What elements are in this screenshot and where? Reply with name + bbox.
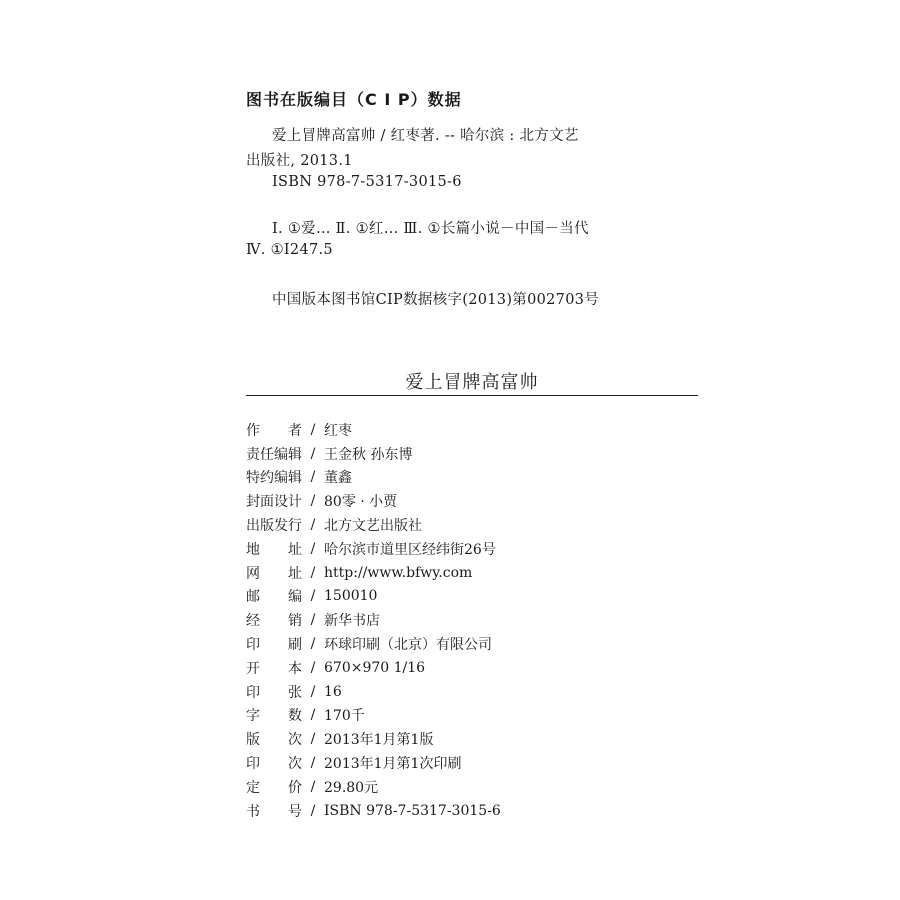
info-label: 经销	[246, 613, 302, 630]
info-row	[246, 680, 501, 704]
info-row	[246, 775, 501, 799]
info-label: 邮编	[246, 589, 302, 606]
info-row	[246, 418, 501, 442]
info-row	[246, 489, 501, 513]
cip-clc-line: Ⅳ. ①I247.5	[246, 242, 333, 258]
cip-classification-line: Ⅰ. ①爱… Ⅱ. ①红… Ⅲ. ①长篇小说－中国－当代	[272, 221, 589, 237]
info-value: 北方文艺出版社	[324, 518, 422, 535]
info-value: 670×970 1/16	[324, 659, 426, 676]
info-value: http://www.bfwy.com	[324, 564, 473, 581]
info-separator: /	[310, 540, 316, 557]
info-value: 王金秋 孙东博	[324, 446, 413, 463]
info-label: 印次	[246, 756, 302, 773]
info-row	[246, 608, 501, 632]
info-separator: /	[310, 731, 316, 748]
info-separator: /	[310, 469, 316, 486]
info-row	[246, 704, 501, 728]
info-label: 特约编辑	[246, 470, 302, 487]
info-separator: /	[310, 659, 316, 676]
info-label: 定价	[246, 779, 302, 796]
info-label: 字数	[246, 708, 302, 725]
info-value: 环球印刷（北京）有限公司	[324, 637, 492, 654]
info-value: 红枣	[324, 422, 352, 439]
info-value: ISBN 978-7-5317-3015-6	[324, 802, 501, 819]
info-row	[246, 442, 501, 466]
info-row	[246, 513, 501, 537]
info-label: 网址	[246, 565, 302, 582]
info-label: 作者	[246, 422, 302, 439]
book-title: 爱上冒牌高富帅	[405, 372, 539, 393]
info-separator: /	[310, 493, 316, 510]
info-separator: /	[310, 517, 316, 534]
info-label: 责任编辑	[246, 446, 302, 463]
info-row	[246, 585, 501, 609]
info-value: 170千	[324, 708, 365, 725]
cip-publisher-line: 出版社, 2013.1	[246, 153, 353, 169]
cip-title-line: 爱上冒牌高富帅 / 红枣著. -- 哈尔滨 : 北方文艺	[272, 128, 579, 144]
info-separator: /	[310, 802, 316, 819]
info-value: 150010	[324, 588, 378, 605]
info-separator: /	[310, 636, 316, 653]
info-value: 哈尔滨市道里区经纬街26号	[324, 541, 496, 558]
info-value: 2013年1月第1次印刷	[324, 756, 462, 773]
title-divider	[246, 395, 698, 396]
info-separator: /	[310, 683, 316, 700]
info-label: 开本	[246, 660, 302, 677]
cip-isbn-line: ISBN 978-7-5317-3015-6	[272, 174, 462, 190]
info-value: 16	[324, 683, 342, 700]
info-row	[246, 632, 501, 656]
info-label: 版次	[246, 732, 302, 749]
info-label: 封面设计	[246, 494, 302, 511]
info-value: 29.80元	[324, 779, 379, 796]
info-value: 董鑫	[324, 470, 352, 487]
info-row	[246, 727, 501, 751]
info-separator: /	[310, 421, 316, 438]
publication-info-list	[246, 418, 501, 823]
info-separator: /	[310, 612, 316, 629]
info-label: 印张	[246, 684, 302, 701]
cip-heading: 图书在版编目（C I P）数据	[246, 90, 462, 109]
info-row	[246, 656, 501, 680]
info-separator: /	[310, 564, 316, 581]
info-separator: /	[310, 778, 316, 795]
info-separator: /	[310, 445, 316, 462]
info-separator: /	[310, 588, 316, 605]
info-value: 2013年1月第1版	[324, 732, 434, 749]
info-row	[246, 751, 501, 775]
info-label: 出版发行	[246, 518, 302, 535]
info-separator: /	[310, 707, 316, 724]
info-value: 新华书店	[324, 613, 380, 630]
info-separator: /	[310, 755, 316, 772]
info-value: 80零 · 小贾	[324, 494, 398, 511]
info-row	[246, 561, 501, 585]
info-label: 书号	[246, 803, 302, 820]
info-row	[246, 537, 501, 561]
info-label: 地址	[246, 541, 302, 558]
cip-record-number: 中国版本图书馆CIP数据核字(2013)第002703号	[272, 292, 600, 308]
info-label: 印刷	[246, 637, 302, 654]
info-row	[246, 466, 501, 490]
info-row	[246, 799, 501, 823]
